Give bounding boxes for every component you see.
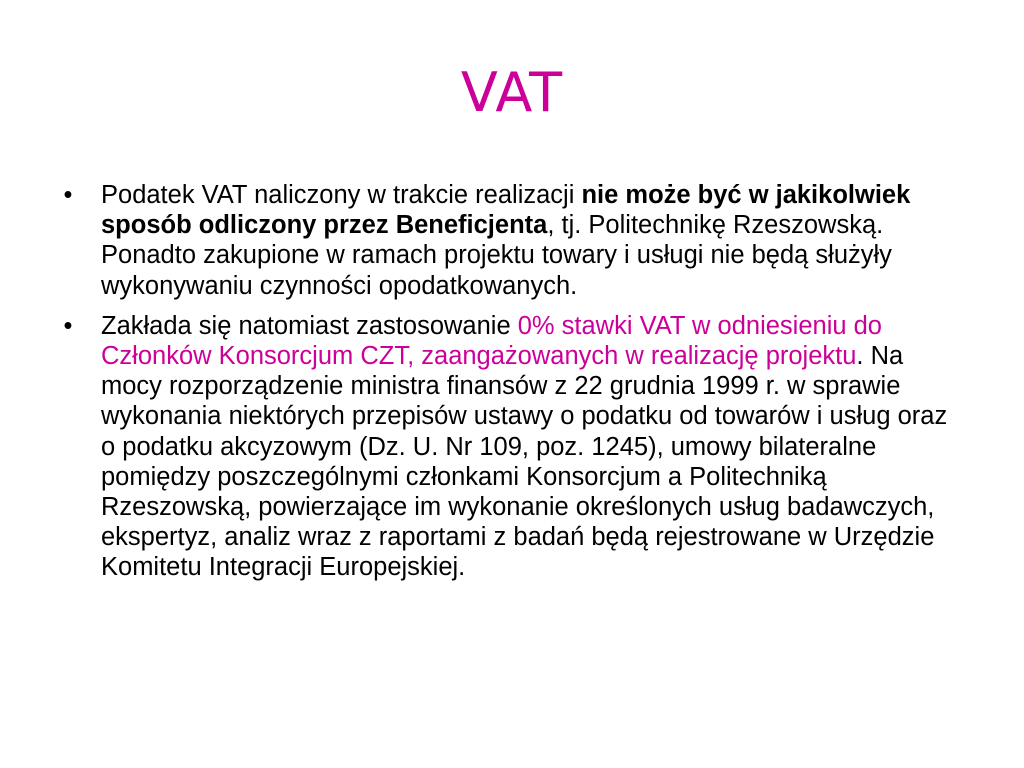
bullet1-text-part1: Podatek VAT naliczony w trakcie realizacji <box>101 181 582 209</box>
bullet2-text-part2: . Na mocy rozporządzenie ministra finansów z 22 grudnia 1999 r. w sprawie wykonania niektórych przepisów ustawy o podatku od towarów i usług oraz o podatku akcyzowym (Dz. U. Nr 109, poz. 1245), umowy bilateralne pomiędzy poszczególnymi członkami Konsorcjum a Politechniką Rzeszowską, powierzające im wykonanie określonych usług badawczych, ekspertyz, analiz wraz z raportami z badań będą rejestrowane w Urzędzie Komitetu Integracji Europejskiej. <box>101 342 948 582</box>
bullet-list <box>58 180 958 593</box>
slide-title: VAT <box>460 61 564 124</box>
bullet1-bold-text: nie może być w jakikolwiek sposób odliczony przez Beneficjenta <box>101 181 911 240</box>
bullet2-highlight-text: 0% stawki VAT w odniesieniu do Członków Konsorcjum CZT, zaangażowanych w realizację projektu <box>101 311 882 371</box>
bullet2-text-part1: Zakłada się natomiast zastosowanie <box>101 311 518 340</box>
bullet1-text-part2: , tj. Politechnikę Rzeszowską. Ponadto zakupione w ramach projektu towary i usługi nie będą służyły wykonywaniu czynności opodatkowanych. <box>101 211 892 300</box>
bullet-icon: • <box>63 181 73 209</box>
list-item <box>58 311 958 583</box>
list-item <box>58 180 958 301</box>
bullet-icon: • <box>63 311 73 340</box>
